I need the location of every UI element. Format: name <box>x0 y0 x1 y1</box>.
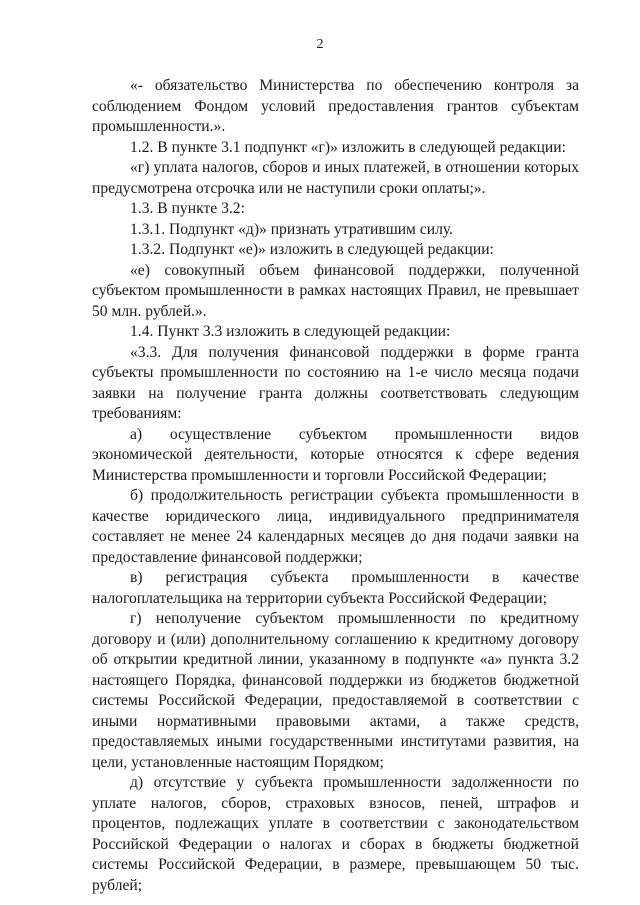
paragraph-subitem-g-tax: «г) уплата налогов, сборов и иных платежей, в отношении которых предусмотрена отсрочка или не наступили сроки оплаты;». <box>92 159 579 197</box>
paragraph-1-3-1: 1.3.1. Подпункт «д)» признать утратившим силу. <box>130 220 453 238</box>
paragraph-3-3-requirements: «3.3. Для получения финансовой поддержки в форме гранта субъекты промышленности по состоянию на 1-е число месяца подачи заявки на получение гранта должны соответствовать следующим требованиям: <box>92 343 579 422</box>
paragraph-1-3-2: 1.3.2. Подпункт «е)» изложить в следующей редакции: <box>130 241 494 258</box>
paragraph-1-3: 1.3. В пункте 3.2: <box>130 200 245 217</box>
paragraph-ministry-obligation: «- обязательство Министерства по обеспечению контроля за соблюдением Фондом условий предоставления грантов субъектам промышленности.». <box>92 77 579 135</box>
list-item-d: д) отсутствие у субъекта промышленности задолженности по уплате налогов, сборов, страховых взносов, пеней, штрафов и процентов, подлежащих уплате в соответствии с законодательством Российской Федерации о налогах и сборах в бюджеты бюджетной системы Российской Федерации, в размере, превышающем 50 тыс. рублей; <box>92 774 579 894</box>
page-number: 2 <box>316 37 324 52</box>
list-item-b: б) продолжительность регистрации субъекта промышленности в качестве юридического лица, индивидуального предпринимателя составляет не менее 24 календарных месяцев до дня подачи заявки на предоставление финансовой поддержки; <box>92 487 579 566</box>
list-item-a: а) осуществление субъектом промышленности видов экономической деятельности, которые относятся к сфере ведения Министерства промышленности и торговли Российской Федерации; <box>92 425 579 484</box>
list-item-g: г) неполучение субъектом промышленности по кредитному договору и (или) дополнительному соглашению к кредитному договору об открытии кредитной линии, указанному в подпункте «а» пункта 3.2 настоящего Порядка, финансовой поддержки из бюджетов бюджетной системы Российской Федерации, предоставляемой в соответствии с иными нормативными правовыми актами, а также средств, предоставляемых иными государственными институтами развития, на цели, установленные настоящим Порядком; <box>92 610 579 771</box>
paragraph-subitem-e-support: «е) совокупный объем финансовой поддержки, полученной субъектом промышленности в рамках настоящих Правил, не превышает 50 млн. рублей.». <box>92 261 579 320</box>
list-item-v: в) регистрация субъекта промышленности в качестве налогоплательщика на территории субъекта Российской Федерации; <box>92 569 579 607</box>
paragraph-1-4: 1.4. Пункт 3.3 изложить в следующей редакции: <box>130 323 451 340</box>
paragraph-1-2: 1.2. В пункте 3.1 подпункт «г)» изложить в следующей редакции: <box>130 138 566 156</box>
document-body <box>92 76 579 896</box>
